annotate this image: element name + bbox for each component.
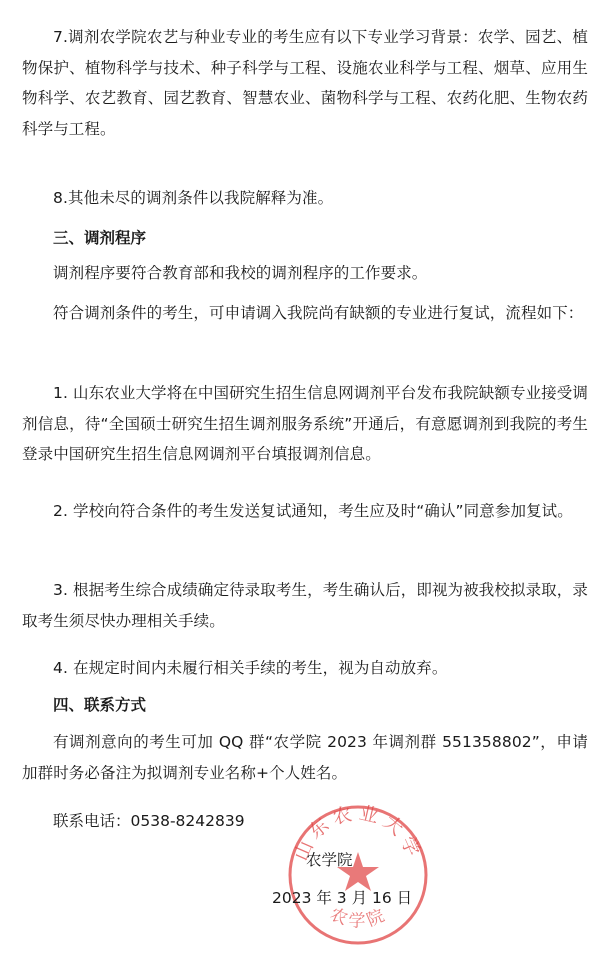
section-heading-procedure: 三、调剂程序 [53,229,147,247]
section-heading-contact: 四、联系方式 [53,696,147,714]
paragraph-step-1: 1. 山东农业大学将在中国研究生招生信息网调剂平台发布我院缺额专业接受调剂信息，待“全国硕士研究生招生调剂服务系统”开通后，有意愿调剂到我院的考生登录中国研究生招生信息网调剂平台填报调剂信息。 [22,384,588,464]
paragraph-procedure-flow: 符合调剂条件的考生，可申请调入我院尚有缺额的专业进行复试，流程如下： [53,304,584,322]
paragraph-contact-qq: 有调剂意向的考生可加 QQ 群“农学院 2023 年调剂群 551358802”，申请加群时务必备注为拟调剂专业名称+个人姓名。 [22,733,588,782]
paragraph-procedure-intro: 调剂程序要符合教育部和我校的调剂程序的工作要求。 [53,264,428,282]
paragraph-step-2: 2. 学校向符合条件的考生发送复试通知，考生应及时“确认”同意参加复试。 [53,502,573,520]
signature-org: 农学院 [306,851,353,869]
contact-phone: 联系电话：0538-8242839 [53,812,245,830]
official-seal-stamp [283,800,433,950]
seal-text-top: 山东农业大学 [289,801,427,864]
paragraph-other-conditions: 8.其他未尽的调剂条件以我院解释为准。 [53,189,334,207]
seal-text-bottom: 农学院 [326,904,392,932]
paragraph-major-background: 7.调剂农学院农艺与种业专业的考生应有以下专业学习背景：农学、园艺、植物保护、植物科学与技术、种子科学与工程、设施农业科学与工程、烟草、应用生物科学、农艺教育、园艺教育、智慧农业、菌物科学与工程、农药化肥、生物农药科学与工程。 [22,28,588,138]
paragraph-step-3: 3. 根据考生综合成绩确定待录取考生，考生确认后，即视为被我校拟录取，录取考生须尽快办理相关手续。 [22,581,588,630]
signature-date: 2023 年 3 月 16 日 [272,889,413,907]
paragraph-step-4: 4. 在规定时间内未履行相关手续的考生，视为自动放弃。 [53,659,448,677]
